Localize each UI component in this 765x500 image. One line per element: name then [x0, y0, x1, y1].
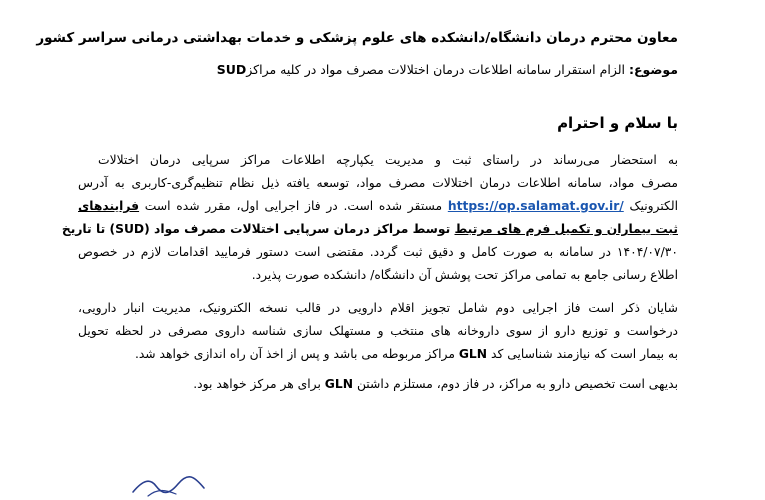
p3-l1-suffix: برای هر مرکز خواهد بود.: [193, 377, 325, 391]
paragraph-2-line-1: شایان ذکر است فاز اجرایی دوم شامل تجویز اقلام دارویی در قالب نسخه الکترونیک، مدیریت انبار دارویی،: [78, 301, 678, 315]
p1-l4-underlined: ثبت بیماران و تکمیل فرم های مرتبط: [454, 222, 678, 236]
paragraph-2-line-2: درخواست و توزیع دارو از سوی داروخانه های منتخب و مستهلک سازی شناسه داروی مصرفی در لحظه تحویل: [78, 324, 678, 338]
p1-l4-rest: توسط مراکز درمان سرپایی اختلالات مصرف مواد (SUD) تا تاریخ: [61, 222, 455, 236]
p3-l1-prefix: بدیهی است تخصیص دارو به مراکز، در فاز دوم، مستلزم داشتن: [353, 377, 678, 391]
p2-l3-suffix: مراکز مربوطه می باشد و پس از اخذ آن راه اندازی خواهد شد.: [134, 347, 459, 361]
subject-text: الزام استقرار سامانه اطلاعات درمان اختلالات مصرف مواد در کلیه مراکز: [246, 62, 629, 77]
paragraph-1-line-2: مصرف مواد، سامانه اطلاعات درمان اختلالات مصرف مواد، توسعه یافته ذیل نظام تنظیم‌گری-کاربری به آدرس: [78, 176, 678, 190]
p3-l1-gln: GLN: [324, 377, 354, 391]
paragraph-1-line-1: به استحضار می‌رساند در راستای ثبت و مدیریت یکپارچه اطلاعات مراکز سرپایی درمان اختلالات: [98, 153, 678, 167]
p2-l3-prefix: به بیمار است که نیازمند شناسایی کد: [487, 347, 678, 361]
paragraph-2-line-3: [78, 346, 678, 362]
p2-l3-gln: GLN: [458, 347, 488, 361]
p1-l3-prefix: الکترونیک: [623, 199, 679, 213]
paragraph-1-line-4: [61, 221, 678, 237]
subject-tag: SUD: [216, 62, 247, 77]
paragraph-1-line-5: ۱۴۰۴/۰۷/۳۰ در سامانه به صورت کامل و دقیق ثبت گردد. مقتضی است دستور فرمایید اقدامات لازم در خصوص: [78, 245, 678, 259]
paragraph-1-line-6: اطلاع رسانی جامع به تمامی مراکز تحت پوشش آن دانشگاه/ دانشکده صورت پذیرد.: [251, 268, 678, 282]
subject-label: موضوع:: [628, 62, 678, 77]
p1-l3-middle: مستقر شده است. در فاز اجرایی اول، مقرر شده است: [139, 199, 448, 213]
greeting: با سلام و احترام: [557, 114, 678, 132]
p1-l3-underlined: فرایندهای: [78, 199, 140, 213]
paragraph-3-line-1: [78, 376, 678, 392]
signature-mark: [128, 470, 208, 500]
addressee-line: معاون محترم درمان دانشگاه/دانشکده های علوم پزشکی و خدمات بهداشتی درمانی سراسر کشور: [36, 30, 678, 46]
salamat-link[interactable]: https://op.salamat.gov.ir/: [447, 199, 624, 213]
paragraph-1-line-3: [78, 198, 678, 214]
subject-line: [58, 62, 678, 77]
